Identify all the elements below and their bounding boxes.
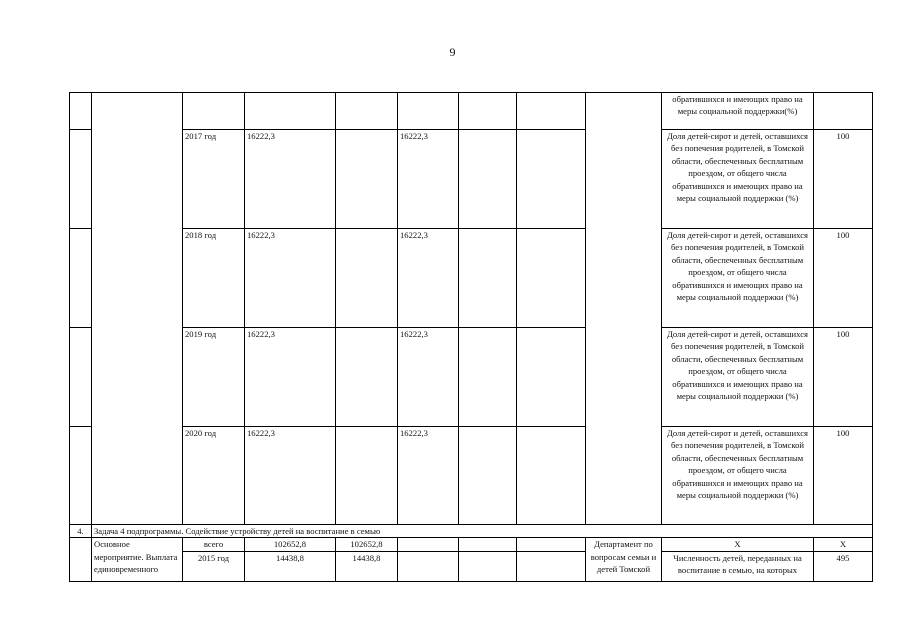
- indicator-text: Доля детей-сирот и детей, оставшихся без попечения родителей, в Томской области, обеспеченных бесплатным проездом, от общего числа обратившихся и имеющих право на меры социальной поддержки (%): [662, 229, 814, 328]
- indicator-text: Численность детей, переданных на воспитание в семью, на которых: [662, 551, 814, 581]
- indicator-text: Доля детей-сирот и детей, оставшихся без попечения родителей, в Томской области, обеспеченных бесплатным проездом, от общего числа обратившихся и имеющих право на меры социальной поддержки (%): [662, 427, 814, 525]
- table-row-continued: [70, 93, 873, 130]
- task-row: [70, 525, 873, 538]
- table-row: [70, 328, 873, 427]
- table-row: [70, 229, 873, 328]
- indicator-text: Доля детей-сирот и детей, оставшихся без попечения родителей, в Томской области, обеспеченных бесплатным проездом, от общего числа обратившихся и имеющих право на меры социальной поддержки (%): [662, 130, 814, 229]
- indicator-value: 495: [814, 551, 873, 581]
- total-cell: 16222,3: [245, 229, 336, 328]
- regional-cell: 16222,3: [398, 427, 459, 525]
- table-row: [70, 130, 873, 229]
- measure-name: Основное мероприятие. Выплата единовременного: [92, 538, 183, 581]
- year-cell: 2020 год: [183, 427, 245, 525]
- page-number: 9: [449, 45, 456, 59]
- indicator-value: 100: [814, 229, 873, 328]
- year-cell: 2017 год: [183, 130, 245, 229]
- total-cell: 16222,3: [245, 328, 336, 427]
- task-title: Задача 4 подпрограммы. Содействие устройству детей на воспитание в семью: [92, 525, 873, 538]
- regional-cell: 16222,3: [398, 130, 459, 229]
- table-row: [70, 427, 873, 525]
- indicator-text: обратившихся и имеющих право на меры социальной поддержки(%): [662, 93, 814, 130]
- regional-cell: 16222,3: [398, 328, 459, 427]
- period-cell: 2015 год: [183, 551, 245, 581]
- regional-cell: 16222,3: [398, 229, 459, 328]
- federal-cell: 102652,8: [336, 538, 398, 551]
- indicator-value: Х: [814, 538, 873, 551]
- budget-table: [69, 92, 873, 582]
- total-cell: 16222,3: [245, 130, 336, 229]
- year-cell: 2018 год: [183, 229, 245, 328]
- indicator-value: 100: [814, 130, 873, 229]
- total-cell: 16222,3: [245, 427, 336, 525]
- indicator-text: Х: [662, 538, 814, 551]
- total-cell: 102652,8: [245, 538, 336, 551]
- responsible-executor: Департамент по вопросам семьи и детей Томской: [586, 538, 662, 581]
- table-row: [70, 551, 873, 581]
- table-row: [70, 538, 873, 551]
- year-cell: 2019 год: [183, 328, 245, 427]
- indicator-text: Доля детей-сирот и детей, оставшихся без попечения родителей, в Томской области, обеспеченных бесплатным проездом, от общего числа обратившихся и имеющих право на меры социальной поддержки (%): [662, 328, 814, 427]
- indicator-value: 100: [814, 427, 873, 525]
- total-cell: 14438,8: [245, 551, 336, 581]
- period-cell: всего: [183, 538, 245, 551]
- federal-cell: 14438,8: [336, 551, 398, 581]
- task-number: 4.: [70, 525, 92, 538]
- indicator-value: 100: [814, 328, 873, 427]
